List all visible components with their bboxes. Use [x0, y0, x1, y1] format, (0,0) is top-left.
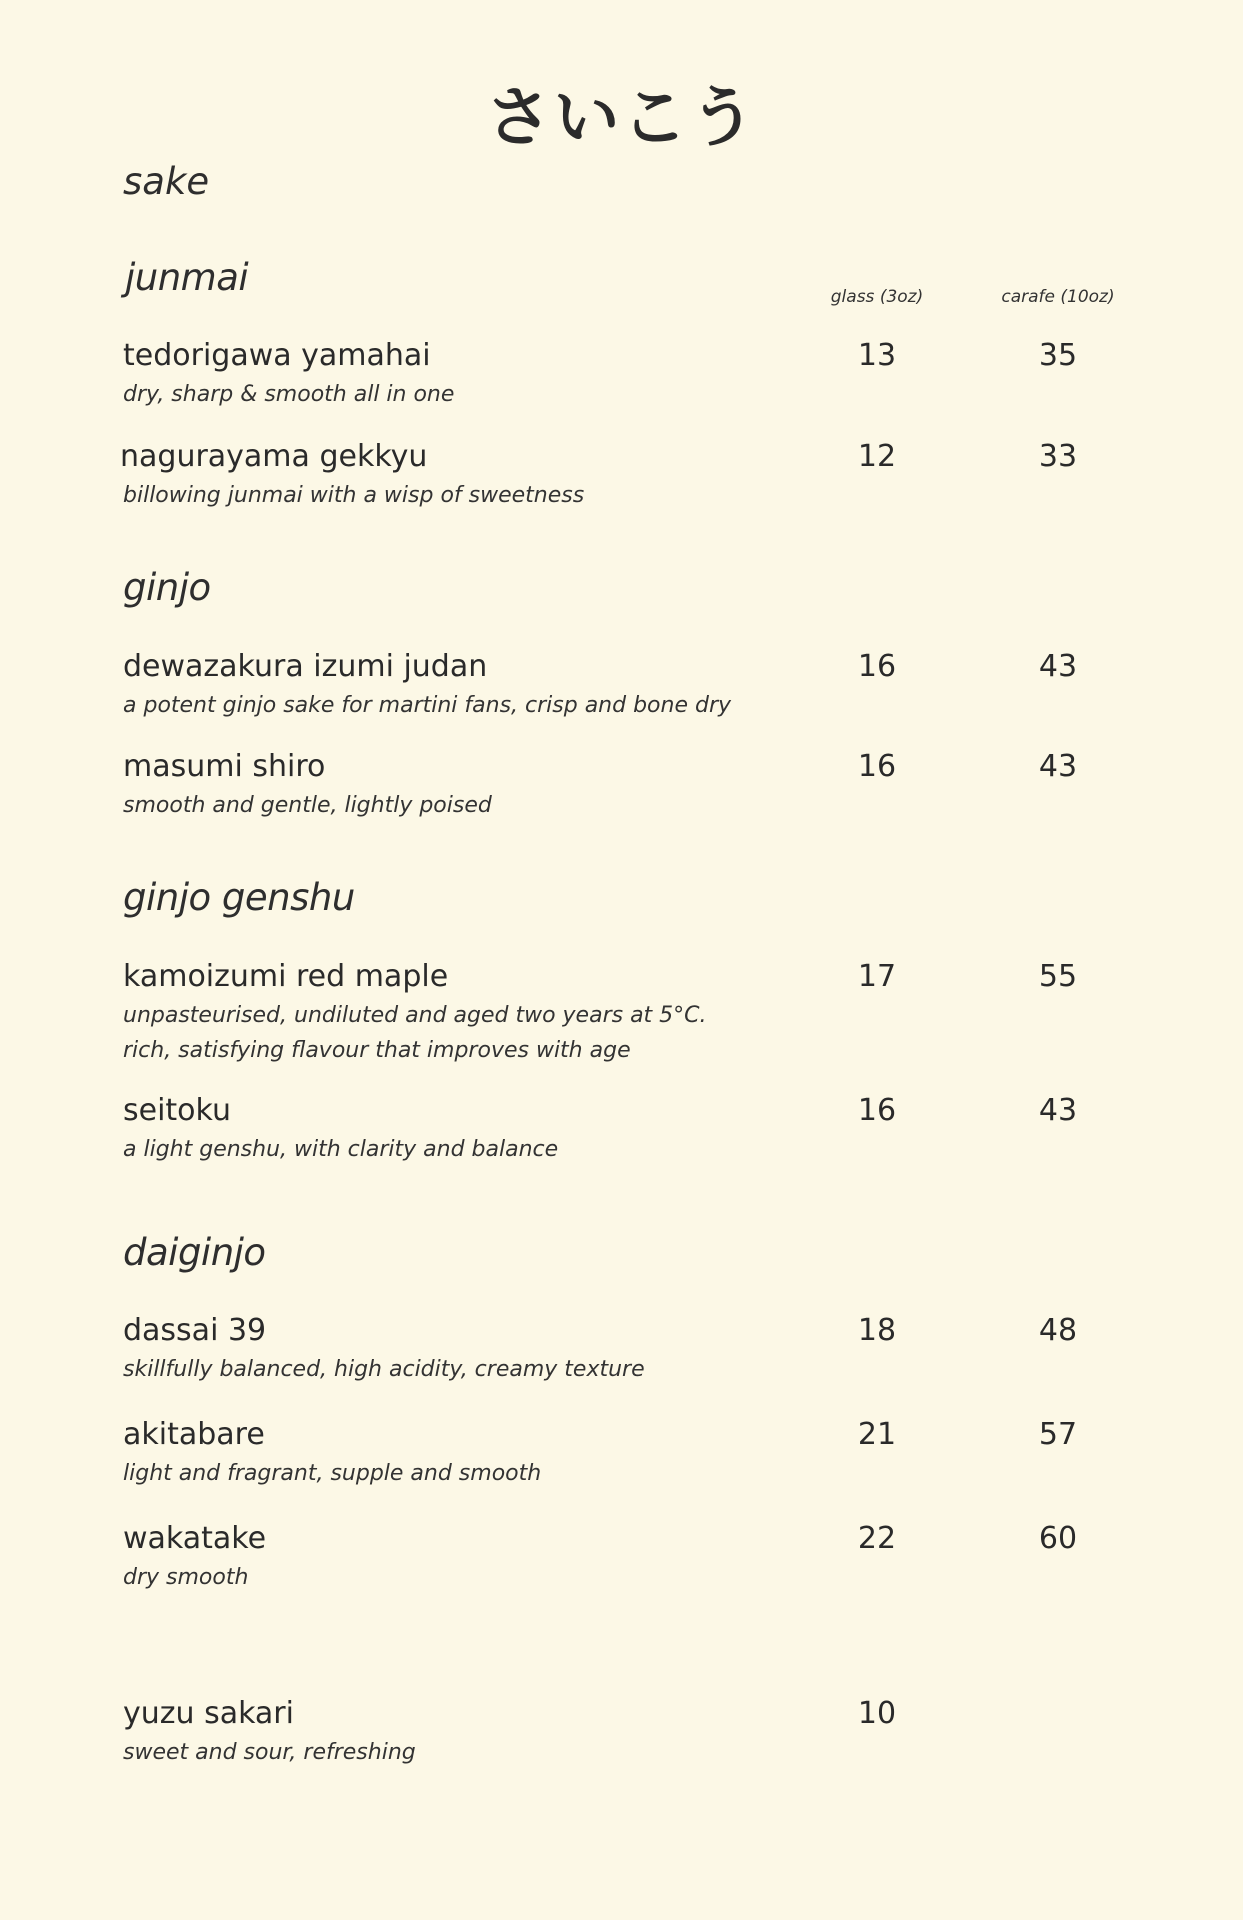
section-title-junmai: junmai: [125, 256, 249, 299]
item-description: unpasteurised, undiluted and aged two years at 5°C. rich, satisfying flavour that improves with age: [123, 1003, 707, 1063]
item-description: dry smooth: [123, 1565, 249, 1590]
menu-item: [123, 1093, 1223, 1167]
glass-price: 21: [857, 1417, 897, 1452]
menu-item: [120, 439, 1220, 513]
carafe-price: 43: [1038, 1093, 1078, 1128]
glass-price: 16: [857, 1093, 897, 1128]
glass-price: 17: [857, 959, 897, 994]
item-name: akitabare: [123, 1417, 265, 1452]
menu-item: [123, 649, 1223, 723]
glass-column-header: glass (3oz): [830, 287, 924, 307]
glass-price: 16: [857, 649, 897, 684]
menu-item: [123, 959, 1223, 1068]
item-description: smooth and gentle, lightly poised: [123, 793, 492, 818]
carafe-price: 33: [1038, 439, 1078, 474]
section-title-daiginjo: daiginjo: [123, 1231, 266, 1274]
glass-price: 10: [857, 1696, 897, 1731]
item-description: sweet and sour, refreshing: [123, 1740, 416, 1765]
item-name: dassai 39: [123, 1313, 267, 1348]
glass-price: 13: [857, 338, 897, 373]
carafe-price: 60: [1038, 1521, 1078, 1556]
item-name: wakatake: [123, 1521, 267, 1556]
menu-item: [123, 1313, 1223, 1387]
item-description: dry, sharp & smooth all in one: [123, 382, 455, 407]
carafe-price: 35: [1038, 338, 1078, 373]
menu-item: [123, 338, 1223, 412]
item-name: seitoku: [123, 1093, 232, 1128]
section-title-ginjo: ginjo: [123, 566, 211, 609]
glass-price: 12: [857, 439, 897, 474]
item-description: a light genshu, with clarity and balance: [123, 1137, 559, 1162]
carafe-column-header: carafe (10oz): [1001, 287, 1115, 307]
item-description: skillfully balanced, high acidity, creamy texture: [123, 1357, 645, 1382]
menu-item: [123, 749, 1223, 823]
item-name: dewazakura izumi judan: [123, 649, 488, 684]
item-description: light and fragrant, supple and smooth: [123, 1461, 542, 1486]
glass-price: 16: [857, 749, 897, 784]
menu-item: [123, 1696, 1223, 1770]
restaurant-logo: さいこう: [485, 78, 758, 156]
glass-price: 22: [857, 1521, 897, 1556]
item-description: a potent ginjo sake for martini fans, crisp and bone dry: [123, 693, 732, 718]
carafe-price: 43: [1038, 649, 1078, 684]
item-description: billowing junmai with a wisp of sweetness: [123, 483, 585, 508]
section-title-ginjo-genshu: ginjo genshu: [123, 876, 355, 919]
menu-item: [123, 1521, 1223, 1595]
item-name: tedorigawa yamahai: [123, 338, 431, 373]
item-name: masumi shiro: [123, 749, 326, 784]
carafe-price: 43: [1038, 749, 1078, 784]
item-name: yuzu sakari: [123, 1696, 294, 1731]
carafe-price: 55: [1038, 959, 1078, 994]
menu-item: [123, 1417, 1223, 1491]
item-name: nagurayama gekkyu: [120, 439, 428, 474]
glass-price: 18: [857, 1313, 897, 1348]
item-name: kamoizumi red maple: [123, 959, 449, 994]
carafe-price: 48: [1038, 1313, 1078, 1348]
menu-heading: sake: [123, 160, 210, 203]
carafe-price: 57: [1038, 1417, 1078, 1452]
